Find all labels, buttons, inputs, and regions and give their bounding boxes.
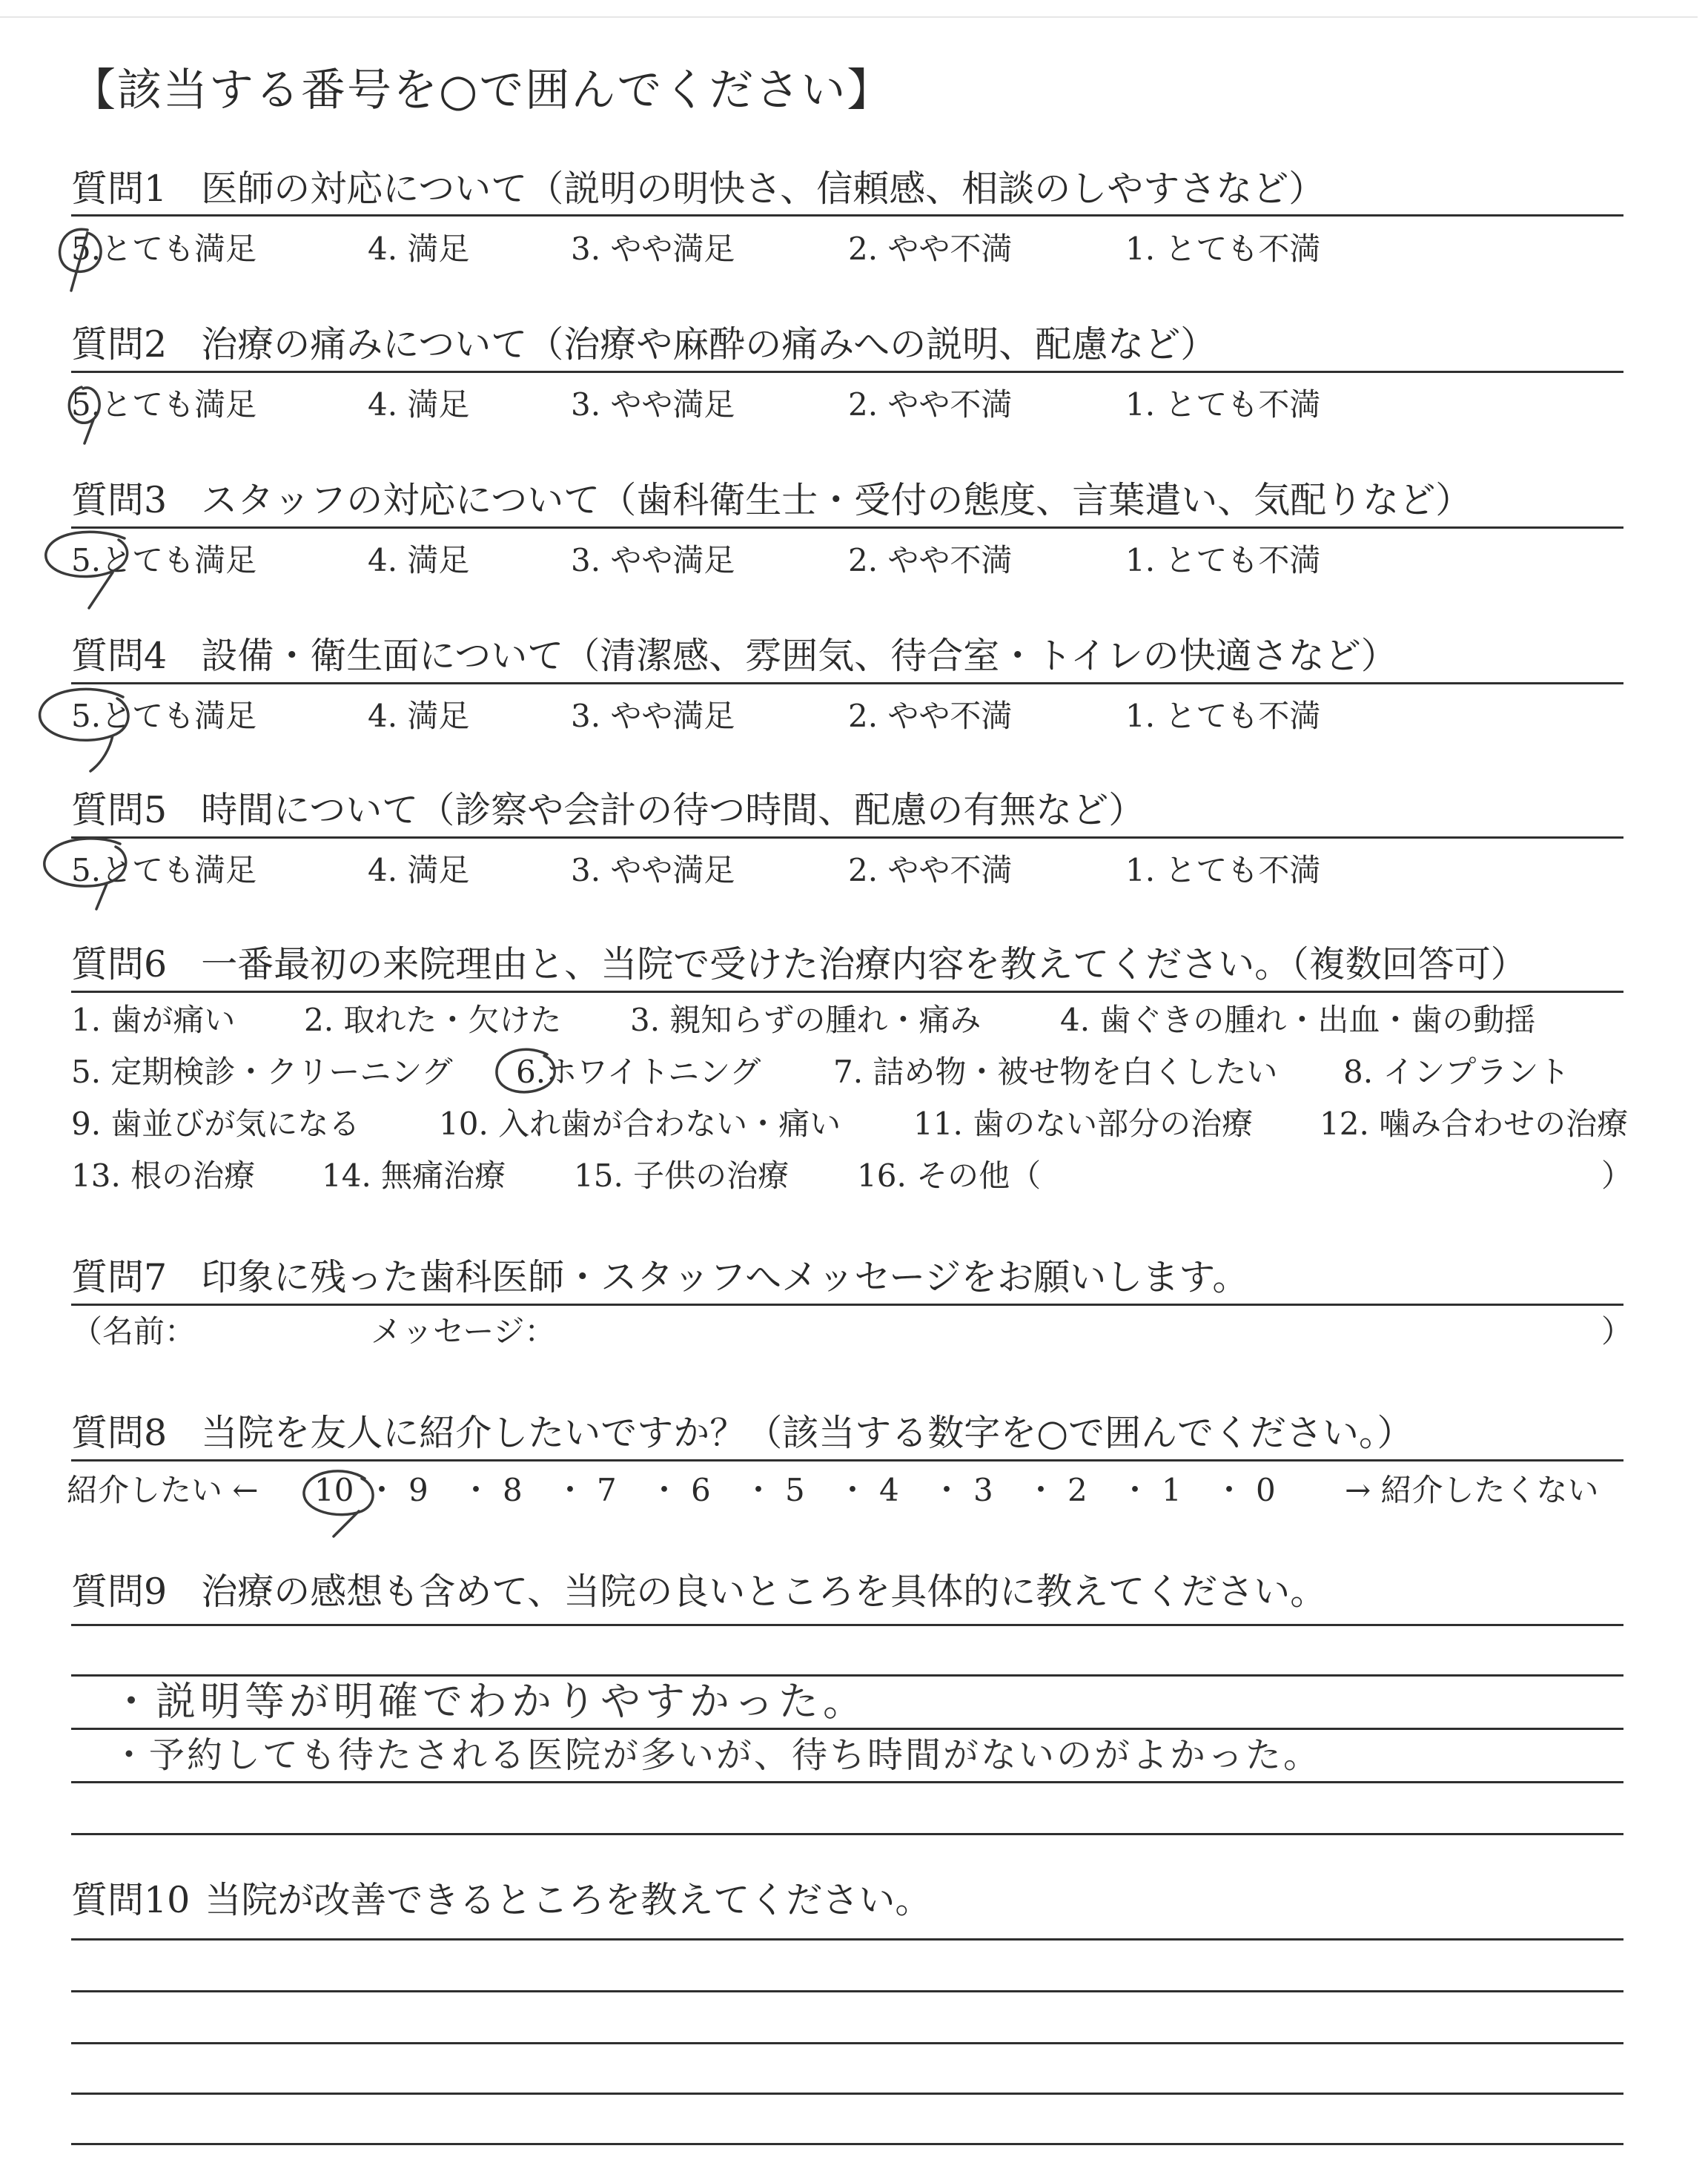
q10-line-1 xyxy=(71,1938,1623,1941)
q8-scale-4[interactable]: 4 xyxy=(879,1472,899,1508)
question-8-rule xyxy=(71,1459,1623,1462)
q6-option-1[interactable]: 1. 歯が痛い xyxy=(71,1002,236,1038)
q1-circle-mark xyxy=(42,219,123,301)
q8-scale-9[interactable]: 9 xyxy=(408,1472,428,1508)
question-3-text: スタッフの対応について（歯科衛生士・受付の態度、言葉遣い、気配りなど） xyxy=(201,479,1472,521)
q5-option-5[interactable]: 5.とても満足 xyxy=(71,852,257,888)
q5-option-3[interactable]: 3. やや満足 xyxy=(571,852,735,888)
q6-option-10[interactable]: 10. 入れ歯が合わない・痛い xyxy=(439,1106,841,1142)
q2-option-5[interactable]: 5.とても満足 xyxy=(71,386,257,423)
q3-option-1[interactable]: 1. とても不満 xyxy=(1125,542,1321,578)
question-3-heading xyxy=(71,478,1472,524)
question-4-heading xyxy=(71,633,1397,679)
question-5-rule xyxy=(71,836,1623,839)
q1-option-5[interactable]: 5.とても満足 xyxy=(71,231,257,267)
q4-option-1[interactable]: 1. とても不満 xyxy=(1125,698,1321,734)
instruction-title: 【該当する番号を○で囲んでください】 xyxy=(71,65,893,116)
q4-option-2[interactable]: 2. やや不満 xyxy=(848,698,1013,734)
q1-option-1[interactable]: 1. とても不満 xyxy=(1125,231,1321,267)
q9-answer-2: ・予約しても待たされる医院が多いが、待ち時間がないのがよかった。 xyxy=(111,1734,1322,1776)
q8-right-label: → 紹介したくない xyxy=(1345,1472,1599,1508)
q8-separator: ・ xyxy=(837,1472,869,1508)
question-7-rule xyxy=(71,1304,1623,1306)
question-4-text: 設備・衛生面について（清潔感、雰囲気、待合室・トイレの快適さなど） xyxy=(201,635,1397,677)
q8-separator: ・ xyxy=(649,1472,681,1508)
q7-name-label: （名前： xyxy=(71,1313,196,1350)
q9-line-3 xyxy=(71,1728,1623,1730)
q6-option-4[interactable]: 4. 歯ぐきの腫れ・出血・歯の動揺 xyxy=(1060,1002,1536,1038)
q4-circle-mark xyxy=(30,676,141,780)
q9-line-4 xyxy=(71,1781,1623,1783)
q2-option-3[interactable]: 3. やや満足 xyxy=(571,386,735,423)
q10-line-2 xyxy=(71,1990,1623,1992)
q6-option-3[interactable]: 3. 親知らずの腫れ・痛み xyxy=(630,1002,982,1038)
q6-circle-mark xyxy=(485,1040,566,1106)
q6-option-6[interactable]: 6.ホワイトニング xyxy=(516,1054,761,1090)
q3-option-4[interactable]: 4. 満足 xyxy=(368,542,470,578)
question-9-label: 質問9 xyxy=(71,1571,168,1613)
q8-separator: ・ xyxy=(931,1472,963,1508)
q9-line-1 xyxy=(71,1624,1623,1626)
q8-scale-6[interactable]: 6 xyxy=(691,1472,711,1508)
question-2-label: 質問2 xyxy=(71,323,168,366)
question-6-heading xyxy=(71,942,1527,988)
q5-circle-mark xyxy=(33,829,136,918)
q2-circle-mark xyxy=(52,375,133,457)
q8-circle-mark xyxy=(294,1462,383,1544)
q6-option-5[interactable]: 5. 定期検診・クリーニング xyxy=(71,1054,453,1090)
question-7-heading xyxy=(71,1255,1248,1301)
question-5-label: 質問5 xyxy=(71,789,168,831)
question-9-text: 治療の感想も含めて、当院の良いところを具体的に教えてください。 xyxy=(201,1571,1327,1613)
q2-option-2[interactable]: 2. やや不満 xyxy=(848,386,1013,423)
question-2-rule xyxy=(71,371,1623,373)
q8-separator: ・ xyxy=(1214,1472,1245,1508)
question-9-heading xyxy=(71,1569,1326,1615)
question-8-heading xyxy=(71,1410,1413,1456)
question-1-heading xyxy=(71,166,1325,212)
question-10-label: 質問10 xyxy=(71,1879,191,1921)
q6-option-2[interactable]: 2. 取れた・欠けた xyxy=(304,1002,562,1038)
question-2-text: 治療の痛みについて（治療や麻酔の痛みへの説明、配慮など） xyxy=(201,323,1217,366)
q6-option-16[interactable]: 16. その他（ xyxy=(857,1157,1042,1194)
question-6-rule xyxy=(71,991,1623,993)
q3-option-2[interactable]: 2. やや不満 xyxy=(848,542,1013,578)
q8-scale-1[interactable]: 1 xyxy=(1162,1472,1182,1508)
q10-line-4 xyxy=(71,2093,1623,2095)
q3-option-3[interactable]: 3. やや満足 xyxy=(571,542,735,578)
q8-scale-2[interactable]: 2 xyxy=(1068,1472,1088,1508)
q5-option-1[interactable]: 1. とても不満 xyxy=(1125,852,1321,888)
q8-separator: ・ xyxy=(1119,1472,1151,1508)
q8-separator: ・ xyxy=(555,1472,586,1508)
q6-other-close-paren: ） xyxy=(1601,1157,1633,1194)
q6-option-9[interactable]: 9. 歯並びが気になる xyxy=(71,1106,360,1142)
q8-separator: ・ xyxy=(366,1472,398,1508)
q8-scale-0[interactable]: 0 xyxy=(1256,1472,1276,1508)
q9-line-5 xyxy=(71,1833,1623,1835)
q5-option-2[interactable]: 2. やや不満 xyxy=(848,852,1013,888)
q6-option-8[interactable]: 8. インプラント xyxy=(1343,1054,1570,1090)
question-4-rule xyxy=(71,682,1623,684)
q6-option-13[interactable]: 13. 根の治療 xyxy=(71,1157,256,1194)
q6-option-15[interactable]: 15. 子供の治療 xyxy=(574,1157,790,1194)
q1-option-4[interactable]: 4. 満足 xyxy=(368,231,470,267)
q8-scale-8[interactable]: 8 xyxy=(503,1472,523,1508)
q8-scale-5[interactable]: 5 xyxy=(785,1472,805,1508)
question-3-label: 質問3 xyxy=(71,479,168,521)
top-edge-line xyxy=(0,16,1698,18)
q3-circle-mark xyxy=(36,521,139,617)
question-1-text: 医師の対応について（説明の明快さ、信頼感、相談のしやすさなど） xyxy=(201,168,1325,210)
question-1-rule xyxy=(71,214,1623,217)
q9-line-2 xyxy=(71,1674,1623,1677)
q4-option-5[interactable]: 5.とても満足 xyxy=(71,698,257,734)
q6-option-12[interactable]: 12. 噛み合わせの治療 xyxy=(1320,1106,1629,1142)
q8-separator: ・ xyxy=(460,1472,492,1508)
question-6-label: 質問6 xyxy=(71,943,168,985)
q6-option-11[interactable]: 11. 歯のない部分の治療 xyxy=(913,1106,1254,1142)
question-5-text: 時間について（診察や会計の待つ時間、配慮の有無など） xyxy=(201,789,1145,831)
question-4-label: 質問4 xyxy=(71,635,168,677)
q6-option-14[interactable]: 14. 無痛治療 xyxy=(322,1157,506,1194)
question-7-label: 質問7 xyxy=(71,1256,168,1298)
q8-separator: ・ xyxy=(743,1472,775,1508)
q8-separator: ・ xyxy=(1025,1472,1057,1508)
q8-scale-7[interactable]: 7 xyxy=(597,1472,617,1508)
q8-left-label: 紹介したい ← xyxy=(67,1472,259,1508)
q10-line-5 xyxy=(71,2143,1623,2145)
q4-option-4[interactable]: 4. 満足 xyxy=(368,698,470,734)
q1-option-3[interactable]: 3. やや満足 xyxy=(571,231,735,267)
q5-option-4[interactable]: 4. 満足 xyxy=(368,852,470,888)
q7-message-label: メッセージ： xyxy=(371,1313,556,1350)
q9-answer-1: ・説明等が明確でわかりやすかった。 xyxy=(111,1678,867,1725)
q8-scale-3[interactable]: 3 xyxy=(973,1472,993,1508)
question-8-text: 当院を友人に紹介したいですか？（該当する数字を○で囲んでください。） xyxy=(201,1412,1414,1454)
question-10-text: 当院が改善できるところを教えてください。 xyxy=(205,1879,932,1921)
q6-option-7[interactable]: 7. 詰め物・被せ物を白くしたい xyxy=(833,1054,1278,1090)
q4-option-3[interactable]: 3. やや満足 xyxy=(571,698,735,734)
question-8-label: 質問8 xyxy=(71,1412,168,1454)
q7-close-paren: ） xyxy=(1601,1313,1633,1350)
question-1-label: 質問1 xyxy=(71,168,168,210)
q2-option-1[interactable]: 1. とても不満 xyxy=(1125,386,1321,423)
q8-scale-10[interactable]: 10 xyxy=(314,1472,354,1508)
q1-option-2[interactable]: 2. やや不満 xyxy=(848,231,1013,267)
question-10-heading xyxy=(71,1877,931,1923)
q10-line-3 xyxy=(71,2042,1623,2044)
q3-option-5[interactable]: 5.とても満足 xyxy=(71,542,257,578)
q2-option-4[interactable]: 4. 満足 xyxy=(368,386,470,423)
question-6-text: 一番最初の来院理由と、当院で受けた治療内容を教えてください。（複数回答可） xyxy=(201,943,1527,985)
question-3-rule xyxy=(71,526,1623,529)
question-7-text: 印象に残った歯科医師・スタッフへメッセージをお願いします。 xyxy=(201,1256,1249,1298)
question-2-heading xyxy=(71,322,1217,368)
question-5-heading xyxy=(71,787,1145,833)
